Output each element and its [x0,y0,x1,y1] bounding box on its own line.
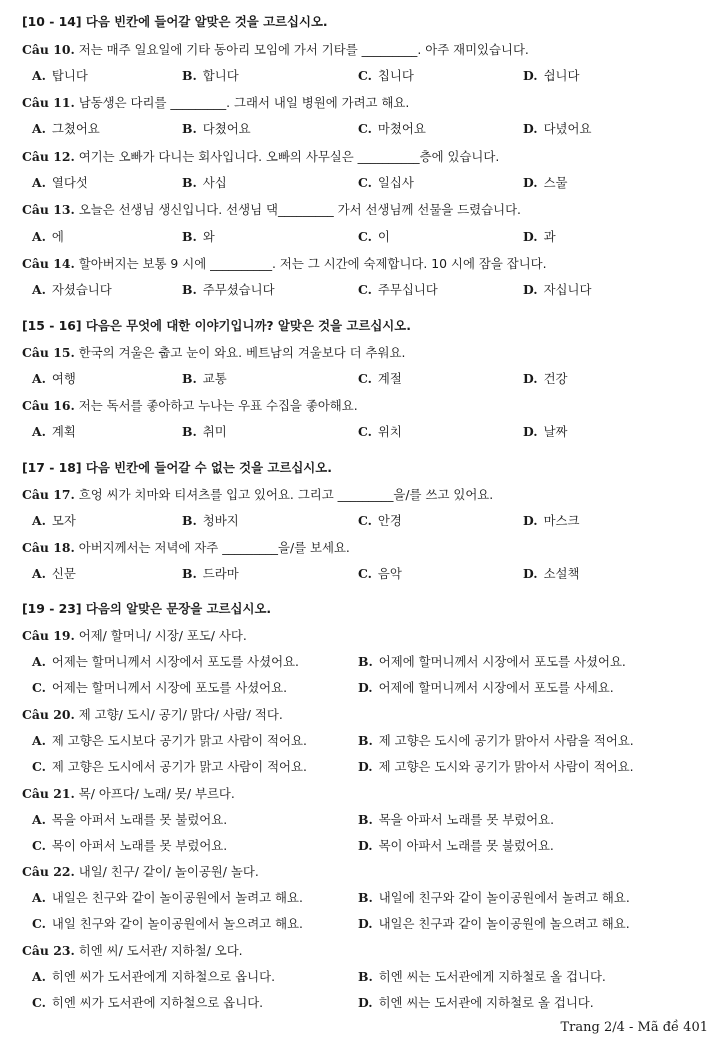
option [358,995,594,1011]
question-label: Câu 18. [22,540,75,555]
question-text: 히엔 씨/ 도서관/ 지하철/ 오다. [78,943,243,958]
option [32,513,76,529]
option [358,969,606,985]
option-text: 스물 [543,175,568,190]
question-text: 여기는 오빠가 다니는 회사입니다. 오빠의 사무실은 __________층에 있습니다. [78,149,500,164]
option-letter: C. [32,680,46,695]
option-letter: C. [358,229,372,244]
question-text: 제 고향/ 도시/ 공기/ 맑다/ 사람/ 적다. [78,707,283,722]
option-text: 그쳤어요 [51,121,100,136]
section-header: [17 - 18] 다음 빈칸에 들어갈 수 없는 것을 고르십시오. [22,460,332,475]
question-text: 내일/ 친구/ 같이/ 놀이공원/ 놀다. [78,864,259,879]
option-letter: B. [182,513,197,528]
question-12 [22,149,499,165]
option-letter: B. [182,121,197,136]
option-letter: C. [358,566,372,581]
question-label: Câu 21. [22,786,75,801]
option [523,68,580,84]
option [32,995,263,1011]
option [182,513,239,529]
option-text: 어제에 할머니께서 시장에서 포도를 사셨어요. [378,654,626,669]
option [523,513,580,529]
option-text: 히엔 씨는 도서관에 지하철로 올 겁니다. [378,995,594,1010]
option [32,812,227,828]
option-text: 내일은 친구과 같이 놀이공원에 놀으려고 해요. [378,916,630,931]
option-letter: D. [523,371,538,386]
option-letter: D. [358,916,373,931]
option-text: 제 고향은 도시보다 공기가 맑고 사람이 적어요. [51,733,307,748]
option [32,733,307,749]
option-letter: A. [32,890,46,905]
option-letter: A. [32,229,46,244]
option [358,654,626,670]
option-letter: C. [32,916,46,931]
option-text: 자셨습니다 [51,282,112,297]
option [523,175,568,191]
option-letter: C. [358,424,372,439]
option-text: 날짜 [543,424,568,439]
option [182,229,215,245]
question-15 [22,345,405,361]
option-text: 위치 [377,424,402,439]
option-text: 계절 [377,371,402,386]
option-text: 신문 [51,566,76,581]
option-text: 에 [51,229,64,244]
option [523,121,591,137]
option-letter: D. [523,282,538,297]
option [358,424,402,440]
question-16 [22,398,358,414]
option-letter: A. [32,371,46,386]
option-letter: D. [523,513,538,528]
question-label: Câu 19. [22,628,75,643]
option-text: 드라마 [202,566,239,581]
option-letter: D. [358,995,373,1010]
question-label: Câu 23. [22,943,75,958]
option-text: 마쳤어요 [377,121,426,136]
option [358,733,634,749]
option-letter: A. [32,68,46,83]
option-text: 건강 [543,371,568,386]
option-text: 와 [202,229,215,244]
question-text: 어제/ 할머니/ 시장/ 포도/ 사다. [78,628,247,643]
option-text: 내일에 친구와 같이 놀이공원에서 놀려고 해요. [378,890,630,905]
option [358,371,402,387]
option [32,680,287,696]
option-letter: B. [182,424,197,439]
option [32,890,303,906]
option-text: 과 [543,229,556,244]
option-text: 취미 [202,424,227,439]
question-14 [22,256,547,272]
question-label: Câu 14. [22,256,75,271]
option [32,759,307,775]
page-footer: Trang 2/4 - Mã đề 401 [560,1020,708,1035]
question-text: 저는 독서를 좋아하고 누나는 우표 수집을 좋아해요. [78,398,358,413]
option-letter: D. [523,68,538,83]
option-letter: B. [182,566,197,581]
option-letter: C. [358,282,372,297]
option-letter: A. [32,513,46,528]
question-13 [22,202,521,218]
option-text: 자십니다 [543,282,592,297]
question-text: 흐엉 씨가 치마와 티셔츠를 입고 있어요. 그리고 _________을/를 쓰고 있어요. [78,487,494,502]
option-letter: B. [358,812,373,827]
option-text: 음악 [377,566,402,581]
option [358,229,390,245]
option [182,566,239,582]
question-18 [22,540,350,556]
option [358,838,554,854]
option [358,566,402,582]
option-text: 모자 [51,513,76,528]
option-letter: D. [523,229,538,244]
question-11 [22,95,409,111]
option-letter: C. [32,838,46,853]
option [32,121,100,137]
option-letter: C. [358,371,372,386]
option-text: 합니다 [202,68,239,83]
question-text: 할아버지는 보통 9 시에 __________. 저는 그 시간에 숙제합니다. 10 시에 잠을 잡니다. [78,256,547,271]
option [32,371,76,387]
question-text: 남동생은 다리를 _________. 그래서 내일 병원에 가려고 해요. [78,95,410,110]
option [32,969,275,985]
option-letter: D. [358,759,373,774]
option-letter: C. [32,995,46,1010]
option [32,68,88,84]
option-letter: B. [182,282,197,297]
option [182,424,227,440]
option-text: 칩니다 [377,68,414,83]
option [182,175,227,191]
option [358,680,614,696]
option [358,513,402,529]
option-letter: B. [182,229,197,244]
option-letter: D. [358,838,373,853]
question-text: 목/ 아프다/ 노래/ 못/ 부르다. [78,786,235,801]
option-text: 어제는 할머니께서 시장에 포도를 사셨어요. [51,680,288,695]
option [358,890,630,906]
option [32,282,112,298]
option [523,229,556,245]
question-22 [22,864,259,880]
option [32,229,64,245]
option [523,371,568,387]
option [358,68,414,84]
option-text: 쉽니다 [543,68,580,83]
option-letter: A. [32,175,46,190]
question-23 [22,943,243,959]
option-text: 제 고향은 도시에서 공기가 맑고 사람이 적어요. [51,759,307,774]
option-text: 다녔어요 [543,121,592,136]
option-text: 어제는 할머니께서 시장에서 포도를 사셨어요. [51,654,300,669]
option-letter: B. [358,654,373,669]
option-letter: A. [32,969,46,984]
option-text: 어제에 할머니께서 시장에서 포도를 사세요. [378,680,614,695]
option-letter: B. [182,175,197,190]
question-label: Câu 11. [22,95,75,110]
option-text: 목이 아퍼서 노래를 못 부렀어요. [51,838,228,853]
question-text: 저는 매주 일요일에 기타 동아리 모임에 가서 기타를 _________. 아주 재미있습니다. [78,42,529,57]
option-text: 청바지 [202,513,239,528]
option-text: 여행 [51,371,76,386]
option [32,424,76,440]
option-text: 내일 친구와 같이 놀이공원에서 놀으려고 해요. [51,916,303,931]
option [32,916,303,932]
option-text: 소설책 [543,566,580,581]
option-text: 제 고향은 도시와 공기가 맑아서 사람이 적어요. [378,759,634,774]
option-letter: A. [32,282,46,297]
question-label: Câu 10. [22,42,75,57]
option-text: 제 고향은 도시에 공기가 맑아서 사람을 적어요. [378,733,634,748]
option-letter: A. [32,733,46,748]
option-text: 주무십니다 [377,282,438,297]
section-header: [15 - 16] 다음은 무엇에 대한 이야기입니까? 알맞은 것을 고르십시오. [22,318,411,333]
option-letter: C. [32,759,46,774]
option-text: 목을 아파서 노래를 못 부렀어요. [378,812,555,827]
option-text: 이 [377,229,390,244]
option-letter: B. [358,969,373,984]
option [182,371,227,387]
option-text: 목이 아파서 노래를 못 불렀어요. [378,838,554,853]
option-text: 히엔 씨가 도서관에게 지하철으로 옵니다. [51,969,276,984]
section-header: [10 - 14] 다음 빈칸에 들어갈 알맞은 것을 고르십시오. [22,14,328,29]
option-letter: D. [358,680,373,695]
question-label: Câu 12. [22,149,75,164]
question-17 [22,487,493,503]
question-label: Câu 20. [22,707,75,722]
option-text: 다쳤어요 [202,121,251,136]
question-label: Câu 16. [22,398,75,413]
option [358,759,634,775]
option-letter: B. [358,733,373,748]
option-letter: B. [358,890,373,905]
option [32,838,227,854]
section-header: [19 - 23] 다음의 알맞은 문장을 고르십시오. [22,601,272,616]
option-text: 히엔 씨가 도서관에 지하철으로 옵니다. [51,995,264,1010]
option-text: 탑니다 [51,68,88,83]
option-letter: A. [32,812,46,827]
option-letter: A. [32,424,46,439]
option-letter: B. [182,371,197,386]
option [358,916,630,932]
option [523,282,591,298]
option-text: 내일은 친구와 같이 놀이공원에서 놀려고 해요. [51,890,303,905]
option-letter: A. [32,566,46,581]
option-text: 마스크 [543,513,580,528]
option-text: 히엔 씨는 도서관에게 지하철로 올 겁니다. [378,969,606,984]
option-letter: A. [32,654,46,669]
option-letter: A. [32,121,46,136]
option [358,121,426,137]
option-text: 목을 아퍼서 노래를 못 불렀어요. [51,812,228,827]
question-label: Câu 17. [22,487,75,502]
option-text: 사십 [202,175,227,190]
option [32,566,76,582]
option [358,175,414,191]
option-letter: B. [182,68,197,83]
question-text: 오늘은 선생님 생신입니다. 선생님 댁_________ 가서 선생님께 선물을 드렸습니다. [78,202,521,217]
option [182,282,275,298]
option [523,424,568,440]
option-text: 안경 [377,513,402,528]
option-letter: C. [358,68,372,83]
option [358,812,554,828]
question-label: Câu 13. [22,202,75,217]
option-letter: D. [523,175,538,190]
option-letter: C. [358,513,372,528]
option [523,566,580,582]
option [32,654,299,670]
question-label: Câu 15. [22,345,75,360]
option-text: 열다섯 [51,175,88,190]
option-letter: C. [358,175,372,190]
option-letter: D. [523,566,538,581]
option-text: 주무셨습니다 [202,282,275,297]
question-10 [22,42,529,58]
option [32,175,88,191]
option-text: 일십사 [377,175,414,190]
question-text: 아버지께서는 저녁에 자주 _________을/를 보세요. [78,540,350,555]
option-letter: C. [358,121,372,136]
question-20 [22,707,283,723]
option-text: 계획 [51,424,76,439]
question-text: 한국의 겨울은 춥고 눈이 와요. 베트남의 겨울보다 더 추워요. [78,345,406,360]
question-label: Câu 22. [22,864,75,879]
option [182,68,239,84]
question-21 [22,786,235,802]
option-letter: D. [523,121,538,136]
option-text: 교통 [202,371,227,386]
option [358,282,438,298]
question-19 [22,628,247,644]
option-letter: D. [523,424,538,439]
option [182,121,251,137]
